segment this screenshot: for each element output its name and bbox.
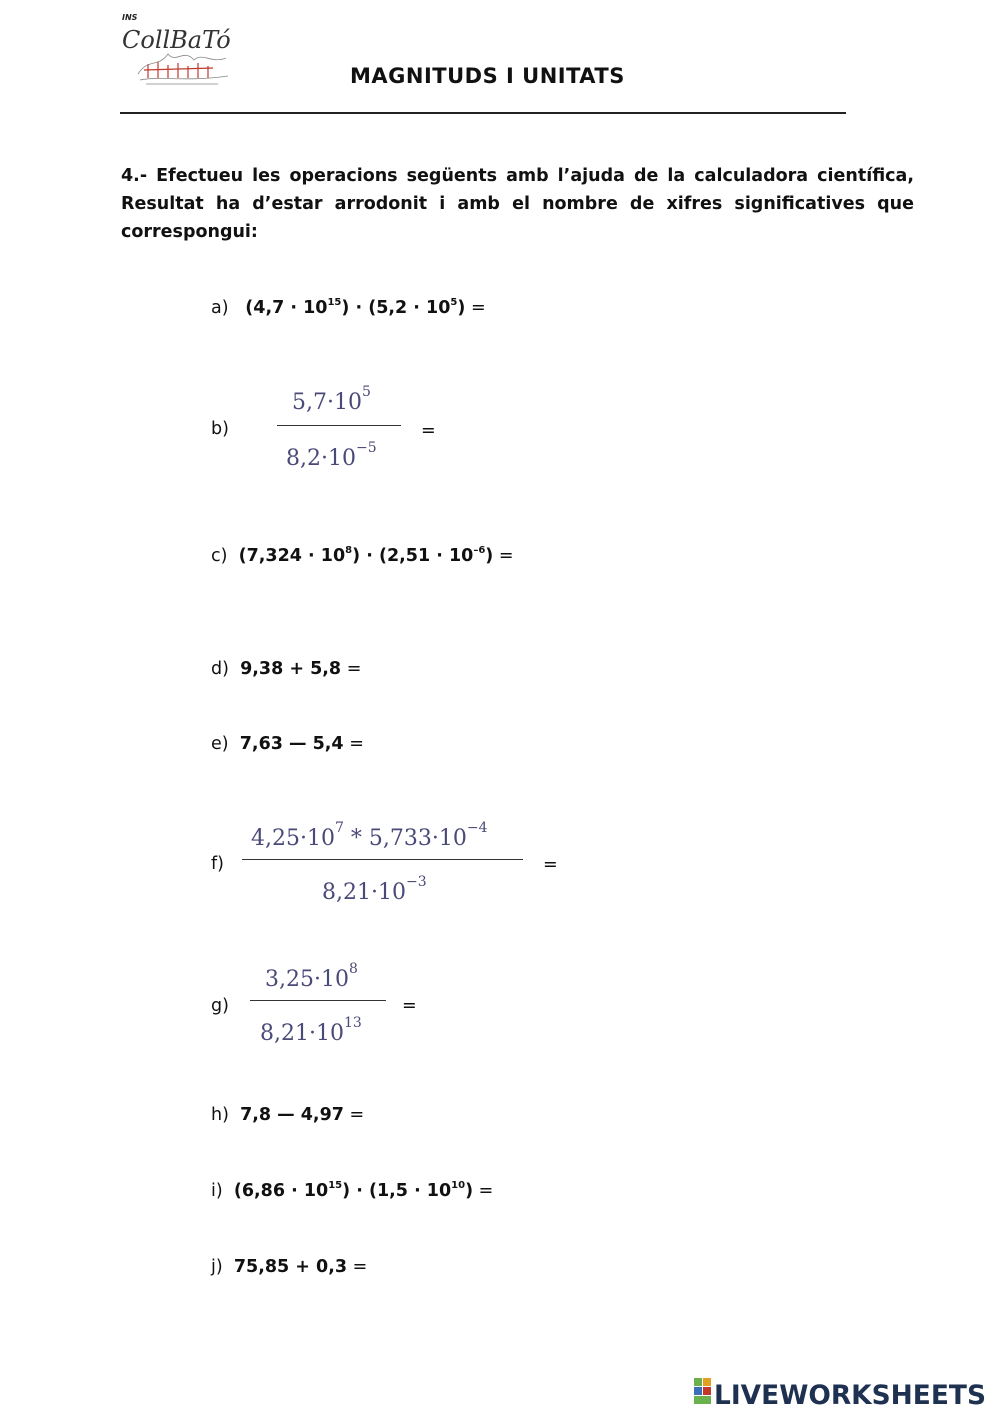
fraction-f-bar	[242, 859, 523, 860]
equals-sign: =	[349, 1105, 365, 1125]
equals-sign: =	[346, 659, 362, 679]
equals-sign: =	[478, 1181, 494, 1201]
exercise-item-d	[211, 659, 361, 679]
equals-sign: =	[498, 546, 514, 566]
item-expression: $(4,7 \cdot 10^{15}) \cdot (5,2 \cdot 10^5)$	[245, 297, 466, 318]
exercise-item-g-label: g)	[211, 996, 229, 1016]
item-expression: 9,38 + 5,8	[240, 659, 342, 679]
item-expression: 7,63 — 5,4	[239, 734, 344, 754]
equals-sign: =	[470, 298, 486, 318]
item-expression: $(7,324 \cdot 10^8) \cdot (2,51 \cdot 10^{-6})$	[238, 545, 494, 566]
item-label: j)	[211, 1257, 223, 1277]
equals-sign: =	[352, 1257, 368, 1277]
fraction-g-denominator: $8,21\cdot 10^{13}$	[260, 1015, 362, 1046]
logo-name: CollBaTó	[122, 26, 231, 54]
exercise-item-h	[211, 1105, 364, 1125]
school-logo	[118, 8, 248, 88]
fraction-g-numerator: $3,25\cdot 10^8$	[265, 961, 358, 992]
fraction-g-bar	[250, 1000, 386, 1001]
liveworksheets-logo	[692, 1376, 992, 1410]
item-expression: 75,85 + 0,3	[233, 1257, 348, 1277]
item-label: i)	[211, 1181, 223, 1201]
item-label: d)	[211, 659, 229, 679]
exercise-item-i	[211, 1181, 493, 1201]
liveworksheets-badge-icon	[694, 1378, 711, 1404]
item-expression: 7,8 — 4,97	[240, 1105, 344, 1125]
equals-sign: =	[402, 996, 417, 1016]
exercise-item-b-label: b)	[211, 419, 229, 439]
fraction-f-numerator: $4,25\cdot 10^7 * 5,733\cdot 10^{-4}$	[251, 820, 488, 851]
item-expression: $(6,86 \cdot 10^{15}) \cdot (1,5 \cdot 10^{10})$	[233, 1180, 474, 1201]
header-divider	[120, 112, 846, 114]
exercise-item-a	[211, 298, 486, 318]
exercise-instruction: 4.- Efectueu les operacions següents amb l’ajuda de la calculadora científica, Resultat ha d’estar arrodonit i amb el nombre de xifres significatives que correspongui:	[121, 166, 914, 242]
equals-sign: =	[421, 421, 436, 441]
equals-sign: =	[543, 855, 558, 875]
item-label: e)	[211, 734, 229, 754]
item-label: h)	[211, 1105, 229, 1125]
liveworksheets-wordmark: LIVEWORKSHEETS	[714, 1380, 986, 1410]
logo-building-sketch	[144, 62, 213, 78]
exercise-item-c	[211, 546, 514, 566]
fraction-b-bar	[277, 425, 401, 426]
equals-sign: =	[349, 734, 364, 754]
item-label: c)	[211, 546, 228, 566]
fraction-f-denominator: $8,21\cdot 10^{-3}$	[322, 874, 427, 905]
fraction-b-numerator: $5,7\cdot 10^5$	[292, 384, 371, 415]
exercise-item-f-label: f)	[211, 854, 224, 874]
page-title: MAGNITUDS I UNITATS	[350, 64, 625, 88]
logo-small-text: INS	[122, 13, 138, 22]
exercise-item-j	[211, 1257, 367, 1277]
fraction-b-denominator: $8,2\cdot 10^{-5}$	[286, 440, 377, 471]
item-label: a)	[211, 298, 229, 318]
exercise-item-e	[211, 734, 364, 754]
